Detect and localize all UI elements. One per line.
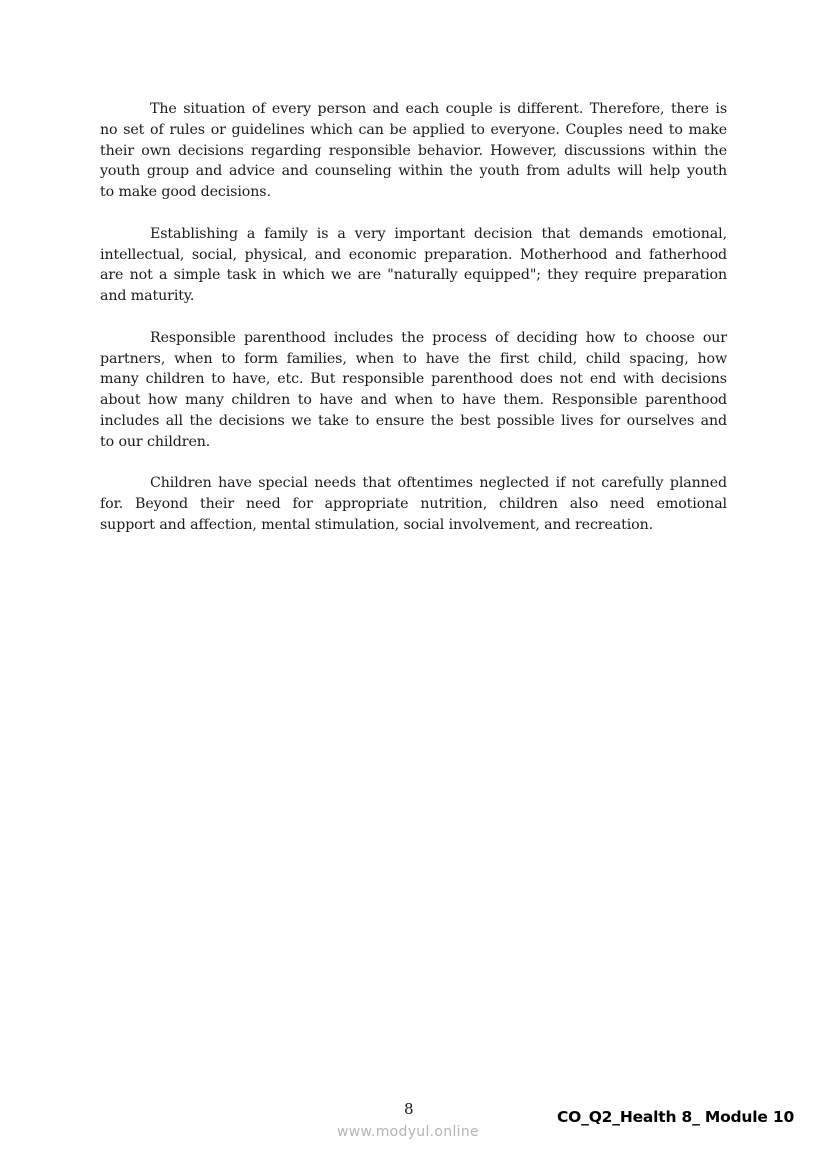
paragraph: [100, 328, 727, 453]
text-line: support and affection, mental stimulation, social involvement, and recreation.: [100, 516, 654, 533]
paragraph: [100, 224, 727, 307]
text-line: about how many children to have and when to have them. Responsible parenthood: [100, 392, 727, 409]
document-body: [100, 99, 727, 557]
text-line: youth group and advice and counseling within the youth from adults will help youth: [100, 163, 727, 180]
module-code: CO_Q2_Health 8_ Module 10: [557, 1108, 795, 1126]
text-line: to our children.: [100, 433, 211, 450]
watermark-link[interactable]: www.modyul.online: [337, 1124, 479, 1140]
text-line: to make good decisions.: [100, 184, 271, 201]
text-line: intellectual, social, physical, and economic preparation. Motherhood and fatherhood: [100, 246, 727, 263]
paragraph: [100, 473, 727, 535]
text-line: Responsible parenthood includes the process of deciding how to choose our: [150, 329, 727, 346]
text-line: and maturity.: [100, 288, 195, 305]
text-line: for. Beyond their need for appropriate nutrition, children also need emotional: [100, 496, 727, 513]
text-line: Children have special needs that oftentimes neglected if not carefully planned: [150, 475, 727, 492]
text-line: includes all the decisions we take to ensure the best possible lives for ourselves and: [100, 412, 727, 429]
page-number: 8: [404, 1100, 414, 1118]
text-line: no set of rules or guidelines which can be applied to everyone. Couples need to make: [100, 121, 727, 138]
text-line: many children to have, etc. But responsible parenthood does not end with decisions: [100, 371, 727, 388]
text-line: are not a simple task in which we are "naturally equipped"; they require preparation: [100, 267, 727, 284]
text-line: their own decisions regarding responsible behavior. However, discussions within the: [100, 142, 727, 159]
paragraph: [100, 99, 727, 203]
text-line: Establishing a family is a very important decision that demands emotional,: [150, 225, 727, 242]
text-line: partners, when to form families, when to have the first child, child spacing, how: [100, 350, 727, 367]
text-line: The situation of every person and each couple is different. Therefore, there is: [150, 101, 727, 117]
